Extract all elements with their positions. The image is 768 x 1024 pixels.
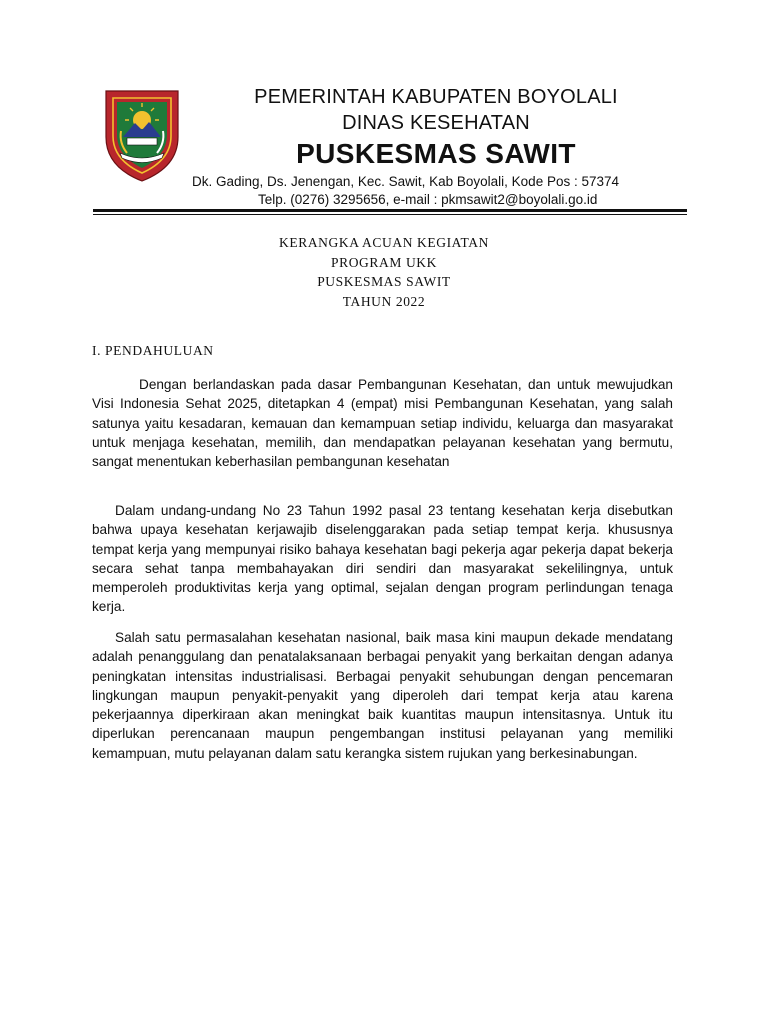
department-name: DINAS KESEHATAN	[342, 112, 530, 134]
title-line: PROGRAM UKK	[331, 254, 437, 270]
body-paragraph: Salah satu permasalahan kesehatan nasional, baik masa kini maupun dekade mendatang adalah penanggulang dan penatalaksanaan berbagai penyakit yang berkaitan dengan adanya peningkatan intensitas industrialisasi. Berbagai penyakit sehubungan dengan pencemaran lingkungan maupun penyakit-penyakit yang diperoleh dari tempat kerja atau karena pekerjaannya diperkiraan akan meningkat baik kuantitas maupun intensitasnya. Untuk itu diperlukan perencanaan maupun pengembangan institusi pelayanan yang memiliki kemampuan, mutu pelayanan dalam satu kerangka sistem rujukan yang berkesinabungan.	[92, 630, 673, 761]
letterhead-address: Dk. Gading, Ds. Jenengan, Kec. Sawit, Kab Boyolali, Kode Pos : 57374	[192, 174, 620, 189]
section-heading: I. PENDAHULUAN	[92, 343, 214, 358]
title-line: TAHUN 2022	[342, 293, 426, 309]
body-paragraph: Dengan berlandaskan pada dasar Pembangunan Kesehatan, dan untuk mewujudkan Visi Indonesia Sehat 2025, ditetapkan 4 (empat) misi Pembangunan Kesehatan, yang salah satunya yaitu kesadaran, kemauan dan kemampuan setiap individu, keluarga dan masyarakat untuk menjaga kesehatan, memilih, dan mendapatkan pelayanan kesehatan yang bermutu, sangat menentukan keberhasilan pembangunan kesehatan	[92, 377, 673, 470]
document-title	[0, 233, 768, 311]
letterhead-contact: Telp. (0276) 3295656, e-mail : pkmsawit2@boyolali.go.id	[258, 192, 598, 207]
letterhead-divider-thick	[93, 209, 687, 212]
title-line: KERANGKA ACUAN KEGIATAN	[279, 235, 489, 250]
body-paragraph: Dalam undang-undang No 23 Tahun 1992 pasal 23 tentang kesehatan kerja disebutkan bahwa upaya kesehatan kerjawajib diselenggarakan pada setiap tempat kerja. khususnya tempat kerja yang mempunyai risiko bahaya kesehatan bagi pekerja agar pekerja dapat bekerja secara sehat tanpa membahayakan diri sendiri dan masyarakat sekelilingnya, untuk memperoleh produktivitas kerja yang optimal, sejalan dengan program perlindungan tenaga kerja.	[92, 503, 673, 615]
title-line: PUSKESMAS SAWIT	[317, 274, 451, 289]
boyolali-regency-emblem-icon	[103, 87, 181, 183]
government-name: PEMERINTAH KABUPATEN BOYOLALI	[254, 86, 618, 108]
letterhead-divider-thin	[93, 214, 687, 215]
institution-name: PUSKESMAS SAWIT	[296, 138, 576, 169]
